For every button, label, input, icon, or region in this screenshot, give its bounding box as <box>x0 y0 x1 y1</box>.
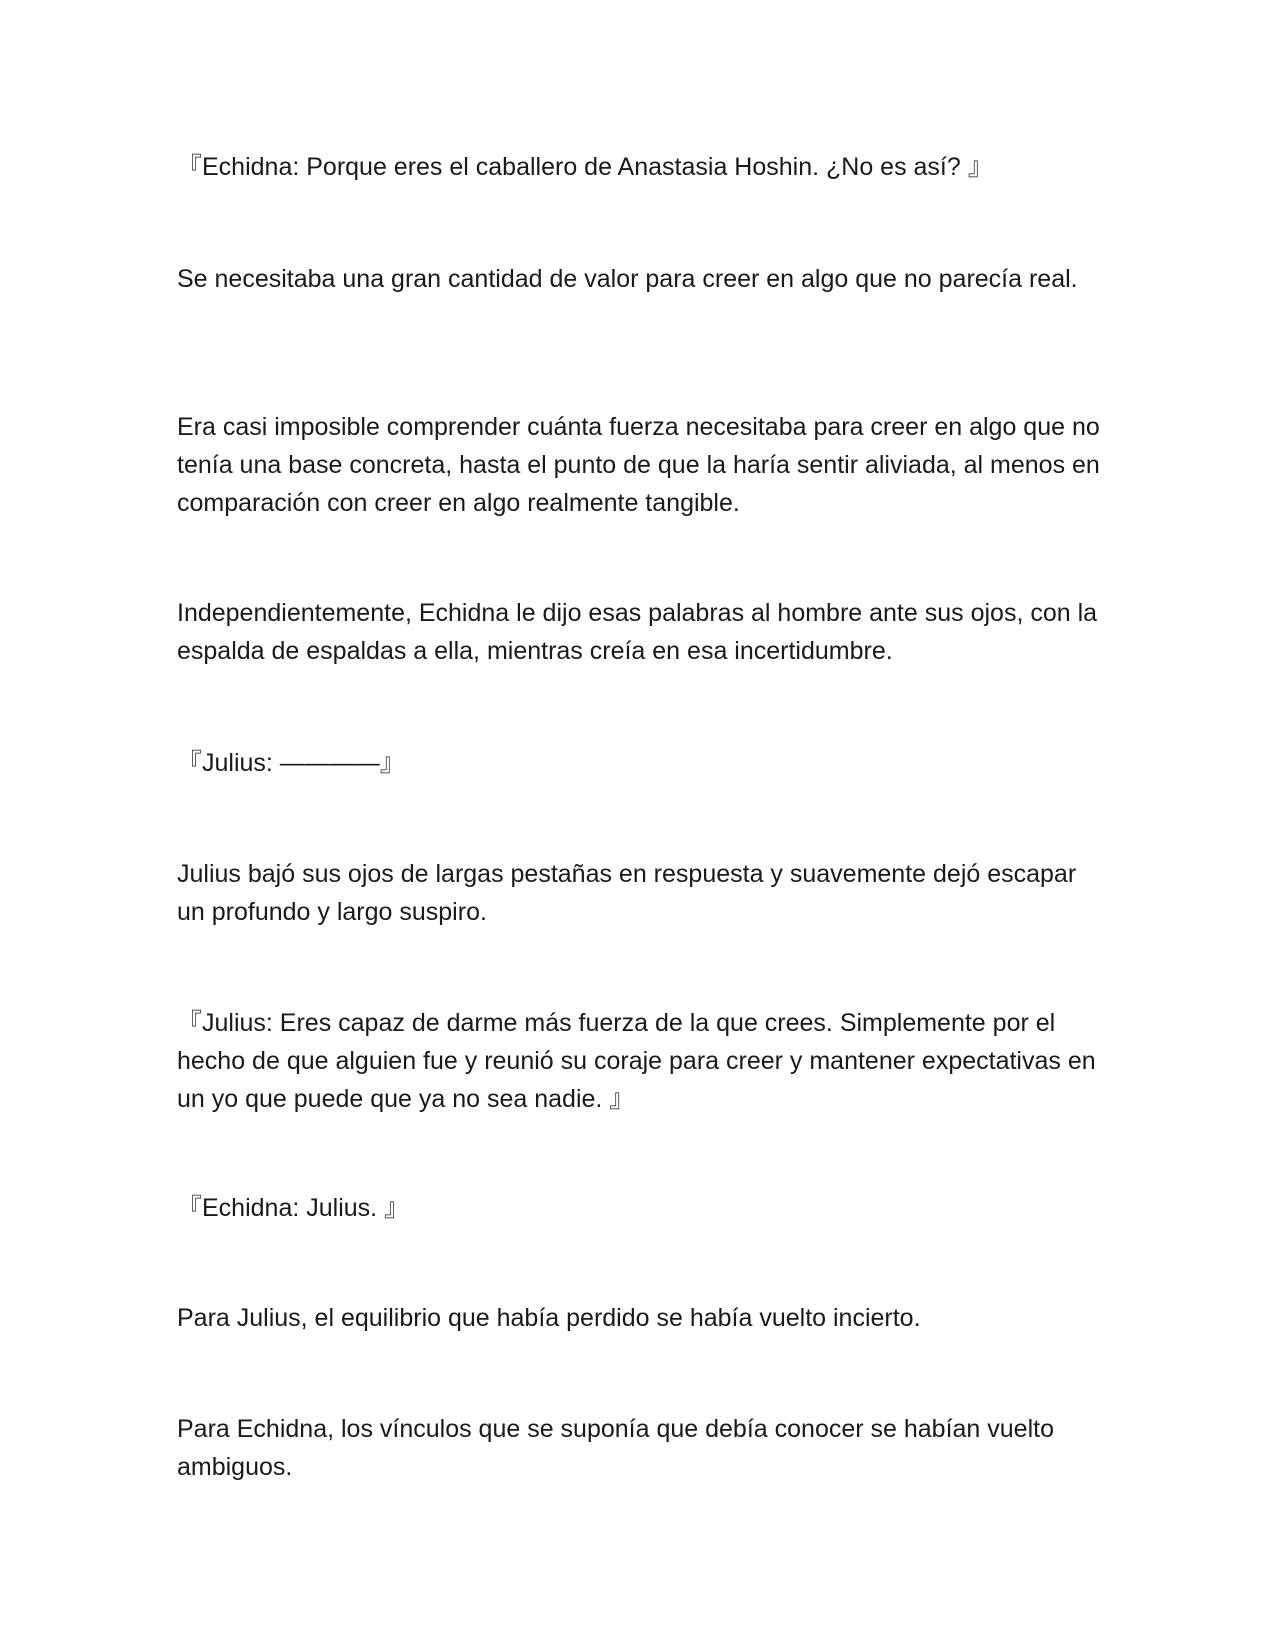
paragraph-6: Para Echidna, los vínculos que se suponía que debía conocer se habían vuelto ambiguos. <box>177 1415 1054 1481</box>
dialogue-julius-1: 『Julius: ————』 <box>177 749 405 777</box>
dialogue-echidna-1: 『Echidna: Porque eres el caballero de Anastasia Hoshin. ¿No es así? 』 <box>177 153 993 181</box>
paragraph-3: Independientemente, Echidna le dijo esas palabras al hombre ante sus ojos, con la espalda de espaldas a ella, mientras creía en esa incertidumbre. <box>177 599 1098 665</box>
dialogue-julius-2: 『Julius: Eres capaz de darme más fuerza de la que crees. Simplemente por el hecho de que alguien fue y reunió su coraje para creer y mantener expectativas en un yo que puede que ya no sea nadie. 』 <box>177 1009 1096 1113</box>
paragraph-1: Se necesitaba una gran cantidad de valor para creer en algo que no parecía real. <box>177 265 1078 293</box>
paragraph-4: Julius bajó sus ojos de largas pestañas en respuesta y suavemente dejó escapar un profundo y largo suspiro. <box>177 860 1077 926</box>
paragraph-5: Para Julius, el equilibrio que había perdido se había vuelto incierto. <box>177 1304 921 1332</box>
dialogue-echidna-2: 『Echidna: Julius. 』 <box>177 1194 410 1222</box>
paragraph-2: Era casi imposible comprender cuánta fuerza necesitaba para creer en algo que no tenía una base concreta, hasta el punto de que la haría sentir aliviada, al menos en comparación con creer en algo realmente tangible. <box>177 413 1100 517</box>
